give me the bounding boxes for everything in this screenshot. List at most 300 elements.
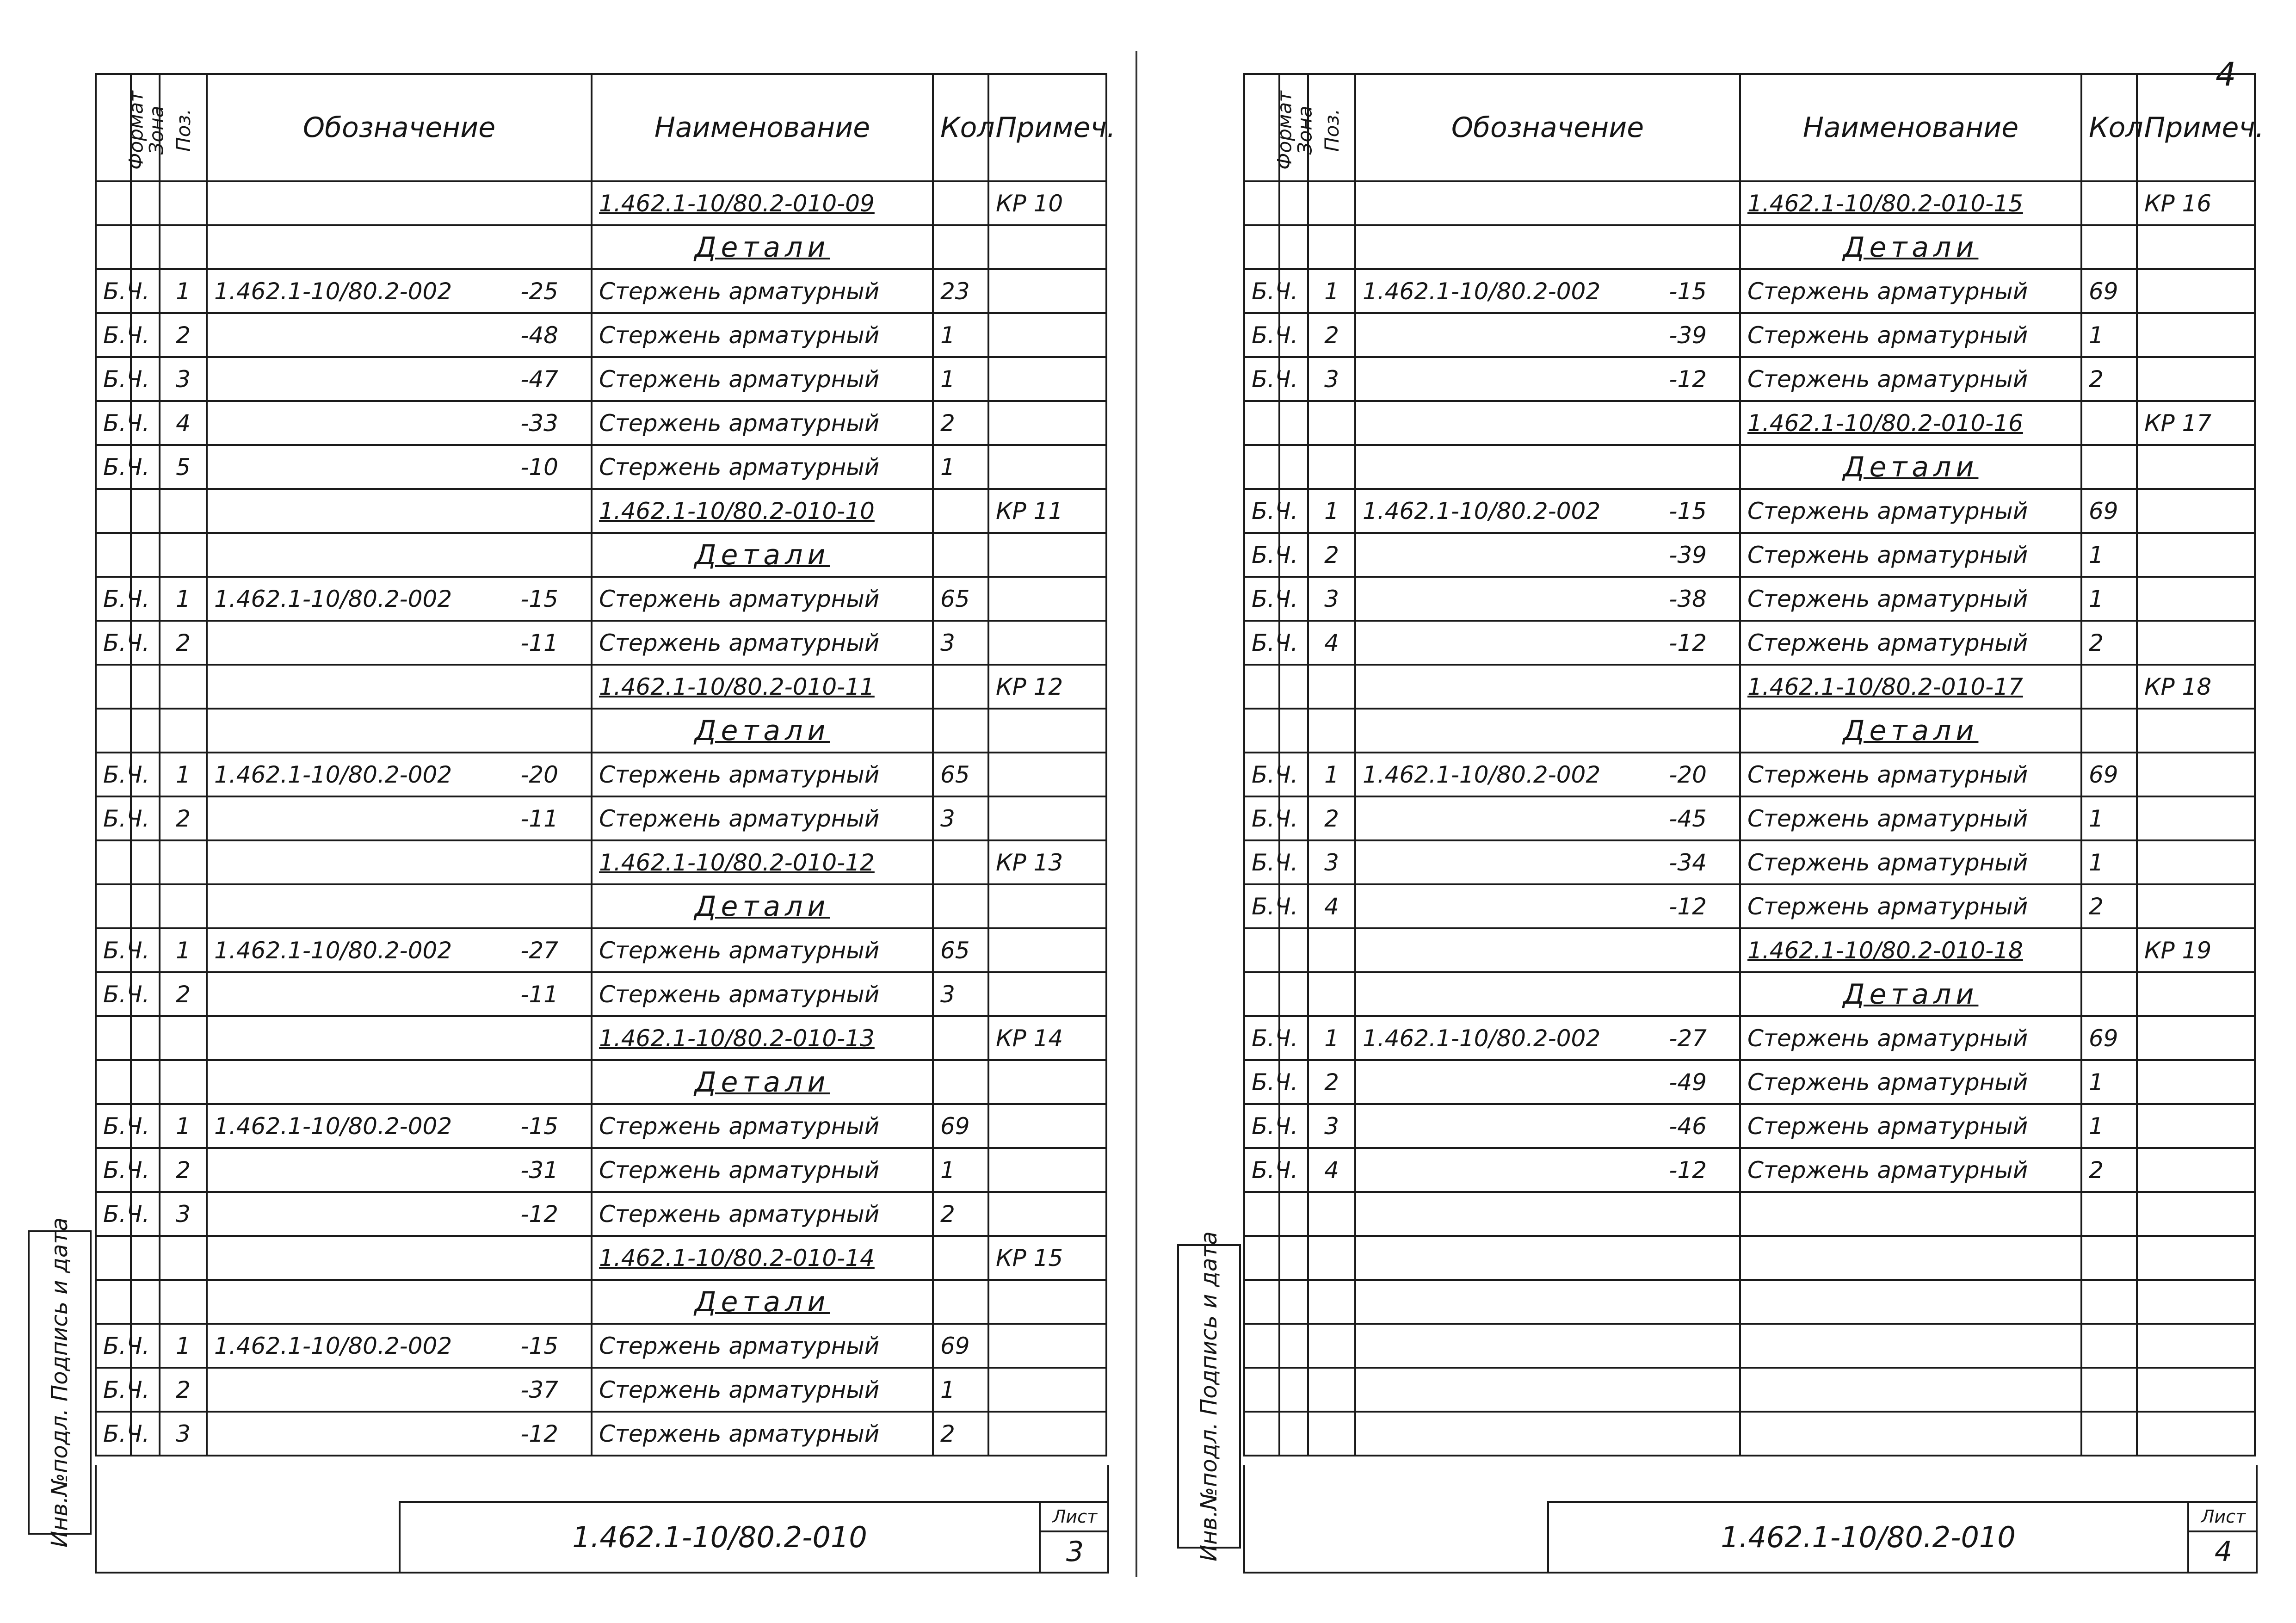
- cell-designation: [1355, 972, 1740, 1016]
- cell-zone: [131, 225, 160, 269]
- part-row: [96, 753, 1106, 796]
- sheet-number: 4: [2214, 1536, 2233, 1568]
- cell-format: [1244, 709, 1279, 753]
- cell-note: [988, 1412, 1106, 1456]
- cell-name: Стержень арматурный: [1740, 796, 2081, 840]
- section-row: [96, 533, 1106, 577]
- sheet-right: [1243, 73, 2264, 1572]
- designation-suffix: -15: [520, 1332, 558, 1359]
- cell-format: Б.Ч.: [96, 928, 131, 972]
- cell-pos: [1308, 665, 1355, 709]
- part-row: [1244, 533, 2255, 577]
- cell-format: Б.Ч.: [96, 1148, 131, 1192]
- cell-name: [1740, 1324, 2081, 1368]
- cell-designation: [1355, 1060, 1740, 1104]
- designation-code: 1.462.1-10/80.2-002: [214, 1112, 452, 1140]
- cell-name: [1740, 972, 2081, 1016]
- cell-pos: [160, 1280, 207, 1324]
- cell-note: [988, 225, 1106, 269]
- cell-pos: 1: [1308, 269, 1355, 313]
- cell-note: [2137, 489, 2255, 533]
- cell-qty: [2081, 1324, 2137, 1368]
- cell-pos: [160, 225, 207, 269]
- document-designation: 1.462.1-10/80.2-010-09: [599, 190, 875, 217]
- cell-pos: 1: [160, 1104, 207, 1148]
- cell-format: Б.Ч.: [1244, 1148, 1279, 1192]
- cell-pos: 1: [160, 753, 207, 796]
- designation-code: 1.462.1-10/80.2-002: [214, 937, 452, 964]
- col-header-format: Формат: [96, 74, 131, 181]
- part-row: [1244, 1016, 2255, 1060]
- cell-format: Б.Ч.: [96, 796, 131, 840]
- document-designation: 1.462.1-10/80.2-010-14: [599, 1244, 875, 1271]
- cell-note: [2137, 1148, 2255, 1192]
- designation-code: 1.462.1-10/80.2-002: [214, 1332, 452, 1359]
- cell-qty: [2081, 1280, 2137, 1324]
- cell-designation: [1355, 1016, 1740, 1060]
- cell-designation: [207, 1324, 592, 1368]
- cell-note: [988, 972, 1106, 1016]
- cell-designation: [1355, 709, 1740, 753]
- cell-pos: 4: [1308, 884, 1355, 928]
- cell-qty: [933, 840, 988, 884]
- cell-name: Стержень арматурный: [1740, 621, 2081, 665]
- col-header-designation: Обозначение: [207, 74, 592, 181]
- cell-qty: [2081, 1236, 2137, 1280]
- cell-designation: [207, 1280, 592, 1324]
- cell-pos: 2: [1308, 313, 1355, 357]
- cell-pos: 4: [1308, 1148, 1355, 1192]
- part-row: [96, 401, 1106, 445]
- cell-name: [592, 665, 933, 709]
- cell-pos: 2: [160, 621, 207, 665]
- cell-qty: 2: [2081, 884, 2137, 928]
- col-header-qty: Кол.: [933, 74, 988, 181]
- cell-designation: [207, 225, 592, 269]
- cell-format: Б.Ч.: [96, 401, 131, 445]
- cell-name: [1740, 1236, 2081, 1280]
- empty-row: [1244, 1324, 2255, 1368]
- designation-suffix: -31: [520, 1156, 558, 1184]
- cell-note: [2137, 1412, 2255, 1456]
- designation-suffix: -47: [520, 365, 558, 393]
- cell-name: [1740, 181, 2081, 225]
- cell-zone: [131, 665, 160, 709]
- cell-format: [96, 533, 131, 577]
- cell-format: Б.Ч.: [96, 1104, 131, 1148]
- cell-format: Б.Ч.: [96, 577, 131, 621]
- cell-qty: 1: [2081, 796, 2137, 840]
- cell-zone: [1279, 972, 1308, 1016]
- cell-designation: [207, 621, 592, 665]
- designation-suffix: -45: [1669, 805, 1707, 832]
- cell-pos: 4: [1308, 621, 1355, 665]
- cell-designation: [1355, 533, 1740, 577]
- section-title: Детали: [1843, 450, 1979, 483]
- cell-qty: [2081, 445, 2137, 489]
- cell-designation: [207, 796, 592, 840]
- cell-designation: [207, 445, 592, 489]
- cell-designation: [207, 972, 592, 1016]
- cell-pos: 3: [1308, 840, 1355, 884]
- cell-pos: 1: [1308, 753, 1355, 796]
- cell-name: [592, 884, 933, 928]
- spec-table-body: [96, 74, 1116, 1456]
- cell-note: [988, 1104, 1106, 1148]
- cell-note: КР 18: [2137, 665, 2255, 709]
- designation-suffix: -11: [520, 981, 558, 1008]
- cell-name: [592, 1280, 933, 1324]
- cell-designation: [207, 1412, 592, 1456]
- cell-qty: [933, 1060, 988, 1104]
- designation-suffix: -34: [1669, 849, 1707, 876]
- cell-pos: [160, 1016, 207, 1060]
- cell-format: Б.Ч.: [1244, 489, 1279, 533]
- cell-pos: 2: [160, 972, 207, 1016]
- cell-name: Стержень арматурный: [592, 401, 933, 445]
- document-designation: 1.462.1-10/80.2-010-17: [1747, 673, 2023, 700]
- cell-name: Стержень арматурный: [592, 1192, 933, 1236]
- designation-suffix: -15: [520, 585, 558, 612]
- cell-note: [988, 1324, 1106, 1368]
- document-code: 1.462.1-10/80.2-010: [572, 1520, 867, 1554]
- part-row: [1244, 1060, 2255, 1104]
- cell-note: [2137, 972, 2255, 1016]
- cell-name: Стержень арматурный: [1740, 489, 2081, 533]
- cell-format: Б.Ч.: [96, 972, 131, 1016]
- cell-name: [1740, 665, 2081, 709]
- part-row: [96, 972, 1106, 1016]
- cell-pos: [160, 533, 207, 577]
- cell-zone: [1279, 1280, 1308, 1324]
- cell-note: [988, 401, 1106, 445]
- cell-name: Стержень арматурный: [1740, 533, 2081, 577]
- cell-pos: 3: [160, 1412, 207, 1456]
- cell-designation: [1355, 1324, 1740, 1368]
- cell-qty: [933, 533, 988, 577]
- col-header-note: Примеч.: [2137, 74, 2255, 181]
- cell-pos: 4: [160, 401, 207, 445]
- cell-pos: 2: [160, 796, 207, 840]
- designation-suffix: -12: [1669, 1156, 1707, 1184]
- section-row: [96, 709, 1106, 753]
- sheet-left: [95, 73, 1116, 1572]
- cell-qty: 69: [2081, 489, 2137, 533]
- designation-suffix: -11: [520, 805, 558, 832]
- part-row: [96, 1148, 1106, 1192]
- section-row: [1244, 972, 2255, 1016]
- part-row: [96, 1324, 1106, 1368]
- cell-designation: [1355, 577, 1740, 621]
- document-row: [96, 489, 1106, 533]
- cell-pos: 1: [1308, 1016, 1355, 1060]
- cell-note: [2137, 313, 2255, 357]
- cell-zone: [1279, 1236, 1308, 1280]
- cell-designation: [207, 313, 592, 357]
- cell-note: [2137, 445, 2255, 489]
- cell-format: [1244, 225, 1279, 269]
- part-row: [96, 357, 1106, 401]
- cell-format: Б.Ч.: [1244, 533, 1279, 577]
- cell-note: [2137, 357, 2255, 401]
- cell-designation: [1355, 1104, 1740, 1148]
- cell-designation: [1355, 313, 1740, 357]
- cell-designation: [207, 709, 592, 753]
- cell-qty: 69: [2081, 269, 2137, 313]
- cell-qty: 2: [933, 401, 988, 445]
- col-header-name: Наименование: [592, 74, 933, 181]
- cell-note: [988, 533, 1106, 577]
- section-row: [96, 1280, 1106, 1324]
- cell-name: Стержень арматурный: [1740, 1016, 2081, 1060]
- cell-note: [988, 1192, 1106, 1236]
- cell-note: [2137, 1060, 2255, 1104]
- cell-zone: [1279, 1324, 1308, 1368]
- designation-suffix: -15: [520, 1112, 558, 1140]
- cell-pos: [160, 709, 207, 753]
- side-strip-left: [28, 1217, 92, 1548]
- cell-name: Стержень арматурный: [592, 753, 933, 796]
- part-row: [1244, 621, 2255, 665]
- cell-zone: [1279, 225, 1308, 269]
- section-row: [96, 225, 1106, 269]
- section-title: Детали: [694, 538, 830, 571]
- cell-zone: [131, 533, 160, 577]
- cell-qty: [2081, 709, 2137, 753]
- part-row: [1244, 577, 2255, 621]
- cell-format: [96, 665, 131, 709]
- cell-note: [988, 621, 1106, 665]
- document-designation: 1.462.1-10/80.2-010-11: [599, 673, 875, 700]
- cell-name: Стержень арматурный: [592, 972, 933, 1016]
- cell-format: [1244, 1280, 1279, 1324]
- page-divider: [1136, 51, 1137, 1577]
- part-row: [96, 1104, 1106, 1148]
- cell-qty: [2081, 928, 2137, 972]
- cell-pos: [1308, 1368, 1355, 1412]
- cell-pos: 1: [160, 269, 207, 313]
- cell-designation: [207, 357, 592, 401]
- cell-format: Б.Ч.: [1244, 840, 1279, 884]
- cell-pos: [1308, 1280, 1355, 1324]
- cell-note: [988, 928, 1106, 972]
- cell-zone: [131, 884, 160, 928]
- document-row: [96, 181, 1106, 225]
- cell-qty: 3: [933, 972, 988, 1016]
- cell-pos: 2: [160, 1148, 207, 1192]
- part-row: [1244, 796, 2255, 840]
- cell-format: [1244, 1236, 1279, 1280]
- cell-qty: 2: [933, 1412, 988, 1456]
- cell-format: Б.Ч.: [1244, 753, 1279, 796]
- section-row: [1244, 445, 2255, 489]
- designation-suffix: -12: [520, 1200, 558, 1228]
- cell-zone: [131, 489, 160, 533]
- cell-pos: [160, 840, 207, 884]
- cell-pos: [160, 1236, 207, 1280]
- cell-zone: [1279, 181, 1308, 225]
- cell-name: [1740, 1412, 2081, 1456]
- cell-designation: [1355, 753, 1740, 796]
- cell-qty: 3: [933, 621, 988, 665]
- cell-format: Б.Ч.: [96, 1368, 131, 1412]
- cell-format: [96, 840, 131, 884]
- cell-zone: [131, 1236, 160, 1280]
- cell-format: [96, 884, 131, 928]
- cell-name: Стержень арматурный: [1740, 1104, 2081, 1148]
- document-designation: 1.462.1-10/80.2-010-16: [1747, 409, 2023, 437]
- part-row: [1244, 1148, 2255, 1192]
- cell-qty: 1: [2081, 577, 2137, 621]
- cell-format: Б.Ч.: [1244, 313, 1279, 357]
- cell-qty: 65: [933, 928, 988, 972]
- designation-code: 1.462.1-10/80.2-002: [1363, 1024, 1601, 1052]
- cell-note: [988, 577, 1106, 621]
- designation-suffix: -25: [520, 278, 558, 305]
- cell-format: [96, 709, 131, 753]
- cell-name: Стержень арматурный: [592, 577, 933, 621]
- section-row: [1244, 709, 2255, 753]
- cell-name: [1740, 1192, 2081, 1236]
- cell-format: Б.Ч.: [96, 1412, 131, 1456]
- designation-suffix: -12: [1669, 365, 1707, 393]
- cell-zone: [131, 1016, 160, 1060]
- cell-name: [592, 489, 933, 533]
- cell-qty: 2: [2081, 357, 2137, 401]
- document-designation: 1.462.1-10/80.2-010-15: [1747, 190, 2023, 217]
- designation-suffix: -11: [520, 629, 558, 656]
- cell-pos: [1308, 401, 1355, 445]
- cell-name: Стержень арматурный: [1740, 357, 2081, 401]
- cell-name: [592, 709, 933, 753]
- cell-designation: [1355, 1192, 1740, 1236]
- cell-name: Стержень арматурный: [592, 621, 933, 665]
- cell-name: [1740, 445, 2081, 489]
- cell-designation: [1355, 445, 1740, 489]
- corner-mark: 4: [2216, 56, 2236, 93]
- designation-suffix: -27: [1669, 1024, 1707, 1052]
- cell-zone: [131, 709, 160, 753]
- cell-qty: 1: [2081, 533, 2137, 577]
- part-row: [96, 621, 1106, 665]
- cell-pos: [1308, 1324, 1355, 1368]
- cell-designation: [207, 884, 592, 928]
- cell-qty: 23: [933, 269, 988, 313]
- cell-note: [2137, 269, 2255, 313]
- cell-name: Стержень арматурный: [592, 313, 933, 357]
- cell-designation: [1355, 1148, 1740, 1192]
- cell-qty: [933, 709, 988, 753]
- cell-designation: [207, 840, 592, 884]
- cell-qty: [2081, 1368, 2137, 1412]
- cell-format: [1244, 928, 1279, 972]
- col-header-format: Формат: [1244, 74, 1279, 181]
- cell-note: КР 12: [988, 665, 1106, 709]
- cell-pos: [160, 181, 207, 225]
- section-row: [1244, 225, 2255, 269]
- cell-note: [988, 445, 1106, 489]
- cell-pos: [1308, 1412, 1355, 1456]
- cell-format: [96, 181, 131, 225]
- sheet-number: 3: [1066, 1536, 1084, 1568]
- cell-note: [988, 1148, 1106, 1192]
- cell-zone: [131, 181, 160, 225]
- part-row: [1244, 1104, 2255, 1148]
- cell-note: КР 14: [988, 1016, 1106, 1060]
- cell-designation: [207, 1368, 592, 1412]
- cell-qty: 65: [933, 753, 988, 796]
- cell-format: Б.Ч.: [96, 1192, 131, 1236]
- cell-designation: [1355, 225, 1740, 269]
- section-row: [96, 884, 1106, 928]
- cell-note: КР 19: [2137, 928, 2255, 972]
- cell-name: Стержень арматурный: [592, 269, 933, 313]
- cell-qty: [2081, 972, 2137, 1016]
- designation-suffix: -49: [1669, 1068, 1707, 1096]
- cell-name: Стержень арматурный: [592, 1324, 933, 1368]
- cell-format: Б.Ч.: [1244, 357, 1279, 401]
- cell-name: Стержень арматурный: [592, 796, 933, 840]
- cell-pos: 5: [160, 445, 207, 489]
- designation-code: 1.462.1-10/80.2-002: [1363, 278, 1601, 305]
- cell-name: Стержень арматурный: [592, 445, 933, 489]
- cell-note: [988, 753, 1106, 796]
- cell-format: Б.Ч.: [1244, 1060, 1279, 1104]
- cell-note: [2137, 753, 2255, 796]
- cell-qty: [2081, 1412, 2137, 1456]
- cell-zone: [1279, 445, 1308, 489]
- cell-pos: 3: [160, 1192, 207, 1236]
- document-row: [96, 1236, 1106, 1280]
- cell-name: Стержень арматурный: [1740, 884, 2081, 928]
- section-title: Детали: [694, 714, 830, 747]
- designation-code: 1.462.1-10/80.2-002: [214, 761, 452, 788]
- document-designation: 1.462.1-10/80.2-010-10: [599, 497, 875, 525]
- empty-row: [1244, 1368, 2255, 1412]
- cell-format: [1244, 1412, 1279, 1456]
- header-row: [96, 74, 1106, 181]
- part-row: [1244, 840, 2255, 884]
- spec-table-body: [1244, 74, 2264, 1456]
- cell-note: [2137, 225, 2255, 269]
- cell-qty: 1: [933, 1368, 988, 1412]
- cell-format: [1244, 445, 1279, 489]
- cell-qty: 1: [933, 1148, 988, 1192]
- cell-note: [988, 313, 1106, 357]
- part-row: [96, 577, 1106, 621]
- section-title: Детали: [1843, 714, 1979, 747]
- cell-pos: [1308, 445, 1355, 489]
- section-title: Детали: [1843, 231, 1979, 264]
- cell-note: [2137, 1368, 2255, 1412]
- cell-pos: 1: [160, 1324, 207, 1368]
- cell-qty: 1: [933, 357, 988, 401]
- cell-format: [1244, 1192, 1279, 1236]
- cell-format: Б.Ч.: [96, 445, 131, 489]
- cell-pos: [160, 884, 207, 928]
- cell-designation: [207, 181, 592, 225]
- cell-note: [988, 357, 1106, 401]
- cell-designation: [207, 401, 592, 445]
- cell-qty: 1: [2081, 313, 2137, 357]
- cell-qty: [933, 1236, 988, 1280]
- cell-format: Б.Ч.: [1244, 884, 1279, 928]
- cell-note: [2137, 1280, 2255, 1324]
- cell-designation: [207, 533, 592, 577]
- designation-suffix: -10: [520, 453, 558, 481]
- sheet-label: Лист: [2189, 1503, 2258, 1532]
- cell-note: [2137, 1236, 2255, 1280]
